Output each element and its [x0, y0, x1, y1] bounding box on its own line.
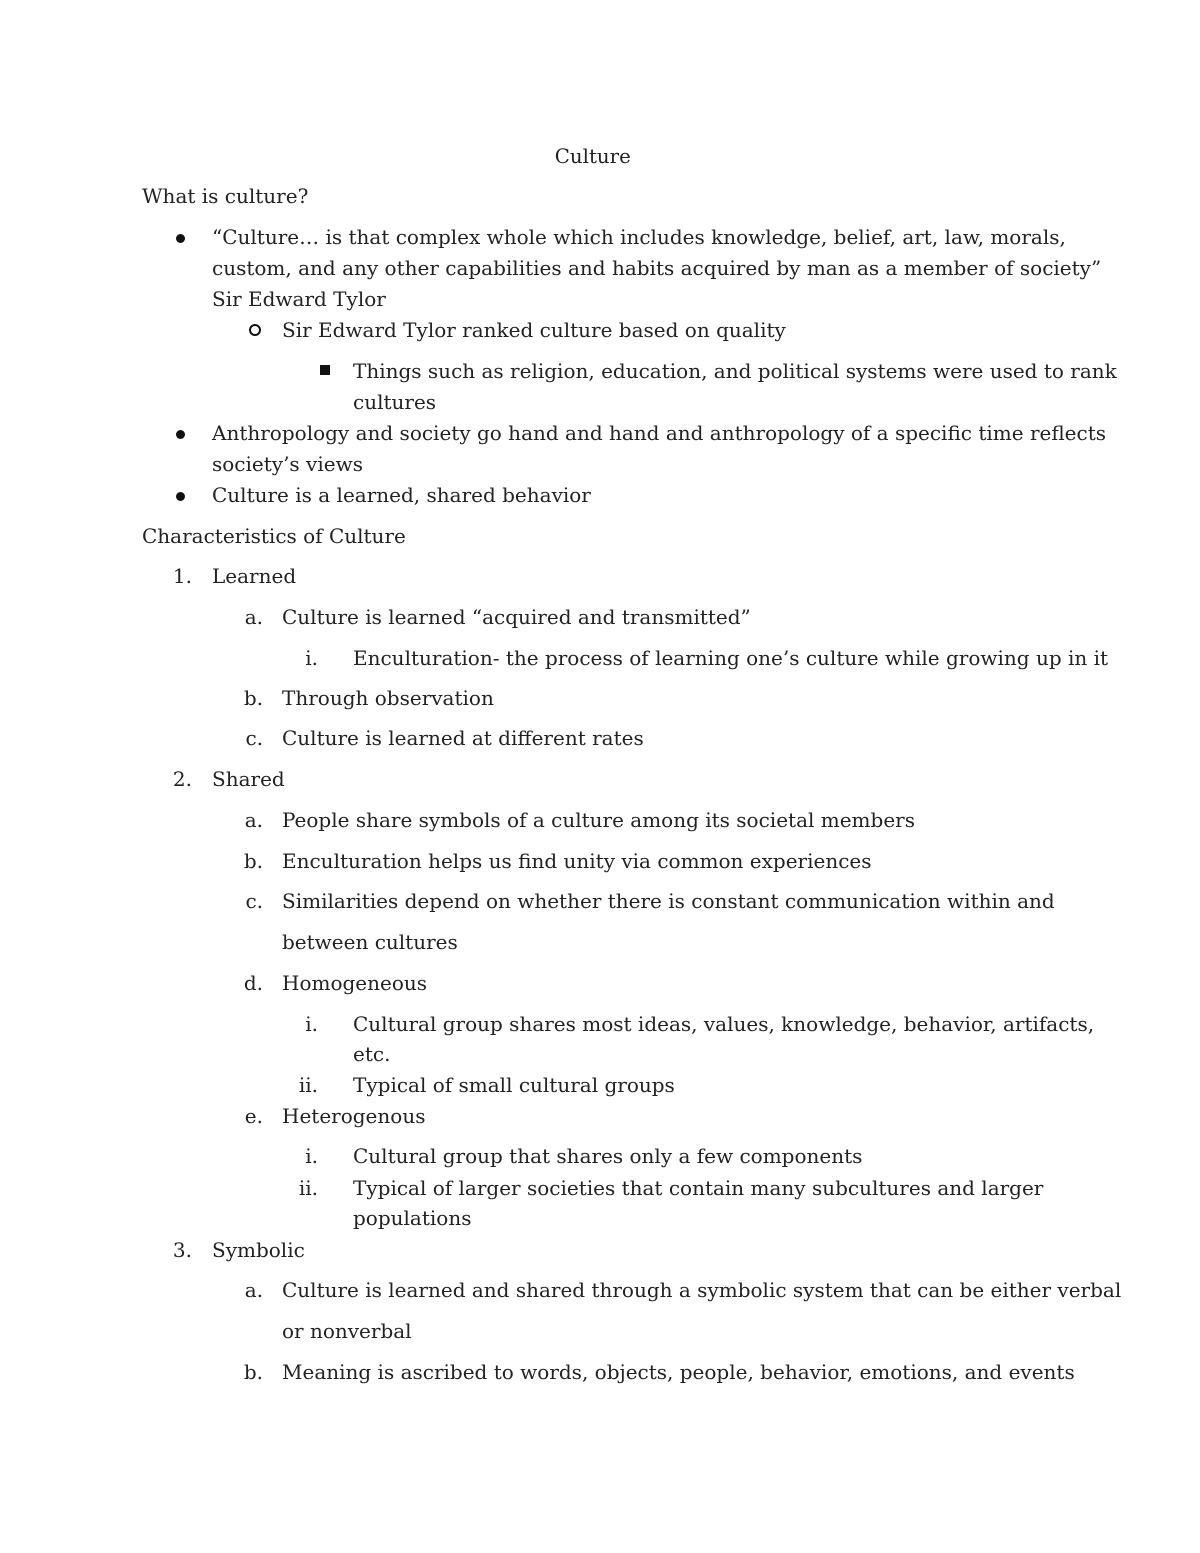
bullet-square-icon [320, 365, 330, 375]
page-title: Culture [554, 144, 631, 168]
list-marker: i. [305, 1144, 318, 1168]
list-marker: a. [244, 605, 263, 629]
list-marker: b. [243, 1360, 263, 1384]
list-item-text: Culture is a learned, shared behavior [212, 483, 591, 507]
bullet-disc-icon [176, 492, 185, 501]
list-item-text: Things such as religion, education, and political systems were used to rank [353, 359, 1117, 383]
section-heading-characteristics: Characteristics of Culture [142, 524, 406, 548]
list-marker: a. [244, 808, 263, 832]
list-item-text: etc. [353, 1042, 391, 1066]
list-item-text: custom, and any other capabilities and habits acquired by man as a member of society” [212, 256, 1102, 280]
list-item-text: Homogeneous [282, 971, 428, 995]
list-marker: c. [245, 889, 263, 913]
list-item-text: society’s views [212, 452, 363, 476]
list-item-text: Meaning is ascribed to words, objects, people, behavior, emotions, and events [282, 1360, 1075, 1384]
list-marker: ii. [298, 1176, 318, 1200]
bullet-disc-icon [176, 430, 185, 439]
list-marker: 2. [172, 767, 192, 791]
list-item-text: populations [353, 1206, 472, 1230]
list-item-text: between cultures [282, 930, 458, 954]
list-marker: a. [244, 1278, 263, 1302]
list-item-text: Typical of larger societies that contain many subcultures and larger [353, 1176, 1044, 1200]
list-marker: e. [244, 1104, 263, 1128]
list-marker: b. [243, 849, 263, 873]
list-item-text: Shared [212, 767, 285, 791]
list-item-text: Sir Edward Tylor [212, 287, 386, 311]
bullet-disc-icon [176, 234, 185, 243]
list-item-text: cultures [353, 390, 437, 414]
list-item-text: Enculturation helps us find unity via common experiences [282, 849, 872, 873]
section-heading-what-is-culture: What is culture? [142, 184, 309, 208]
list-item-text: Culture is learned at different rates [282, 726, 644, 750]
list-marker: ii. [298, 1073, 318, 1097]
list-item-text: Typical of small cultural groups [353, 1073, 675, 1097]
list-item-text: “Culture… is that complex whole which includes knowledge, belief, art, law, morals, [212, 225, 1066, 249]
list-marker: c. [245, 726, 263, 750]
list-item-text: Anthropology and society go hand and hand and anthropology of a specific time reflects [212, 421, 1107, 445]
list-item-text: Cultural group that shares only a few components [353, 1144, 863, 1168]
list-item-text: Similarities depend on whether there is constant communication within and [282, 889, 1055, 913]
list-item-text: Through observation [282, 686, 494, 710]
list-marker: 3. [172, 1238, 192, 1262]
list-item-text: Sir Edward Tylor ranked culture based on quality [282, 318, 786, 342]
bullet-circle-icon [249, 324, 261, 336]
list-item-text: Learned [212, 564, 297, 588]
list-item-text: Culture is learned and shared through a symbolic system that can be either verbal [282, 1278, 1122, 1302]
list-item-text: or nonverbal [282, 1319, 412, 1343]
list-marker: 1. [172, 564, 192, 588]
list-marker: d. [243, 971, 263, 995]
list-item-text: Heterogenous [282, 1104, 426, 1128]
list-marker: i. [305, 646, 318, 670]
list-marker: i. [305, 1012, 318, 1036]
list-marker: b. [243, 686, 263, 710]
list-item-text: Symbolic [212, 1238, 305, 1262]
list-item-text: Enculturation- the process of learning one’s culture while growing up in it [353, 646, 1109, 670]
list-item-text: People share symbols of a culture among its societal members [282, 808, 915, 832]
list-item-text: Culture is learned “acquired and transmitted” [282, 605, 751, 629]
list-item-text: Cultural group shares most ideas, values, knowledge, behavior, artifacts, [353, 1012, 1095, 1036]
